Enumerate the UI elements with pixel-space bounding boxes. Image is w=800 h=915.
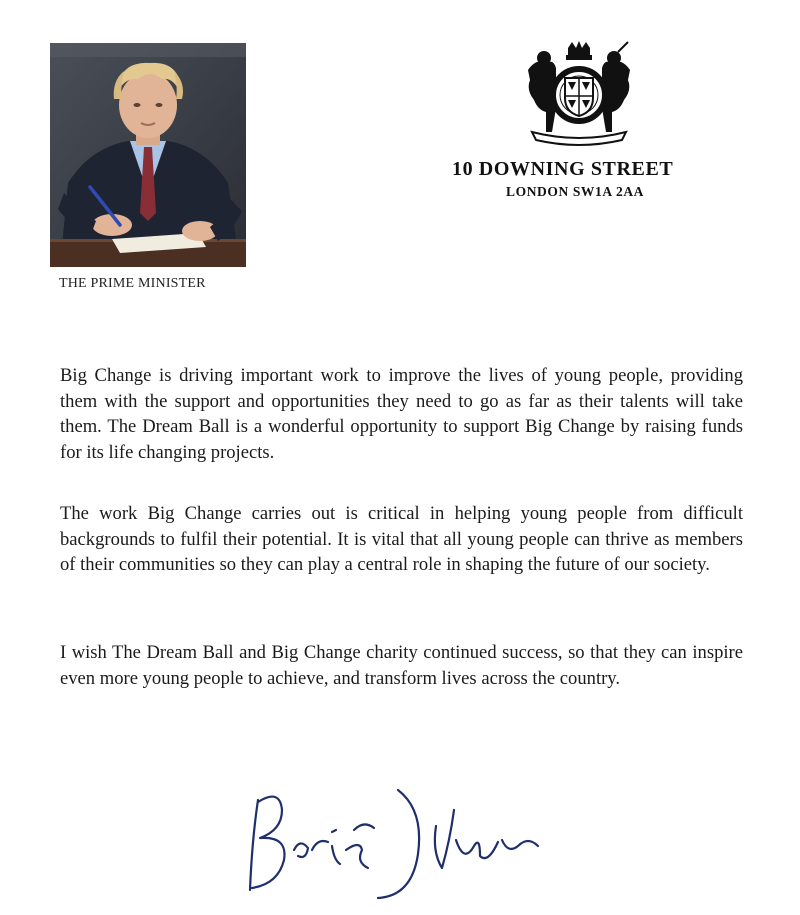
office-label: THE PRIME MINISTER [59,276,206,291]
letter-paragraph-1: Big Change is driving important work to improve the lives of young people, providing them with the support and opportunities they need to go as far as their talents will take them. The Dream Ball is a wonderful opportunity to support Big Change by raising funds for its life changing projects. [60,365,743,463]
address-line-1: 10 DOWNING STREET [452,158,674,180]
letter-paragraph-3: I wish The Dream Ball and Big Change charity continued success, so that they can inspire even more young people to achieve, and transform lives across the country. [60,642,743,689]
royal-coat-of-arms-icon [518,40,640,150]
letter-paragraph-2: The work Big Change carries out is critical in helping young people from difficult backgrounds to fulfil their potential. It is vital that all young people can thrive as members of their communities so they can play a central role in shaping the future of our society. [60,503,743,575]
address-line-2: LONDON SW1A 2AA [506,184,645,199]
handwritten-signature [228,780,558,905]
prime-minister-photo [50,43,246,267]
